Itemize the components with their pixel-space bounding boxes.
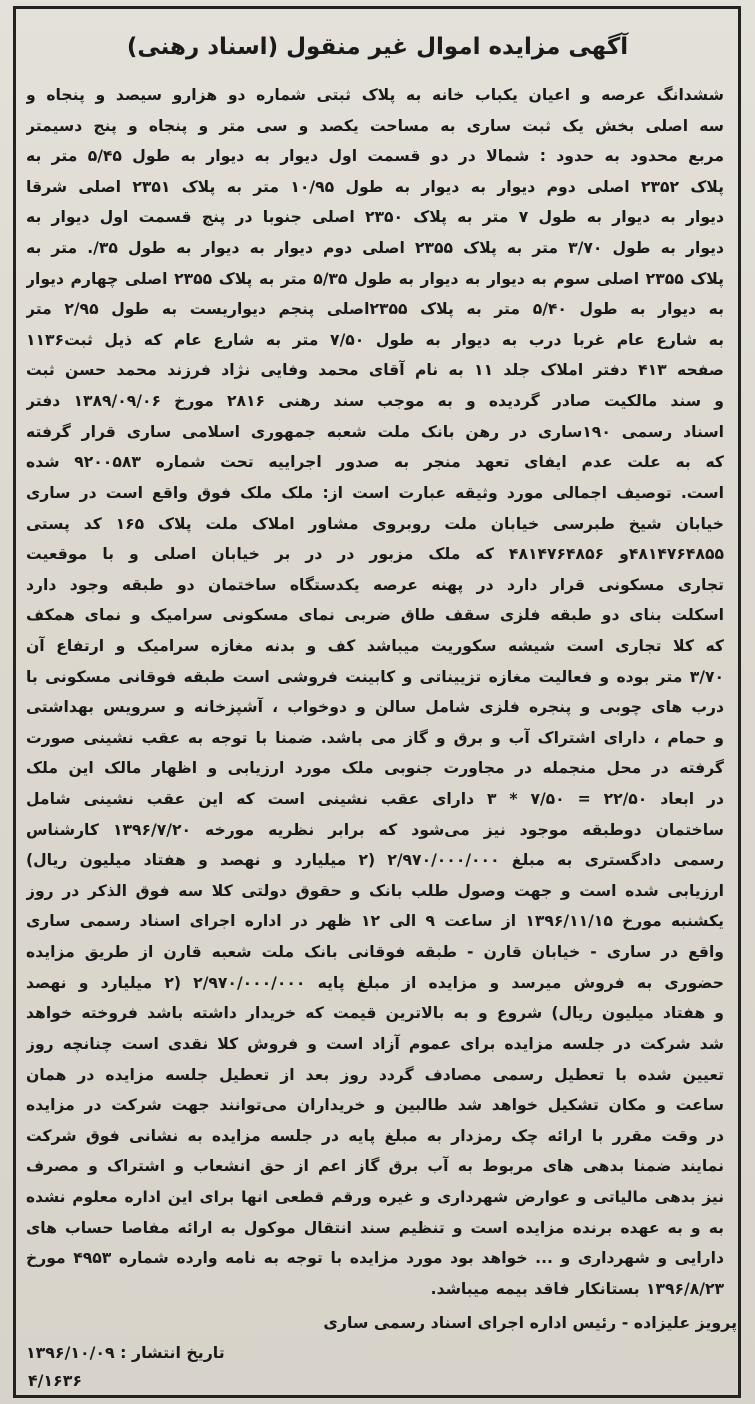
notice-line: و هفتاد میلیون ریال) شروع و به بالاترین قیمت که خریدار داشته باشد فروخته خواهد bbox=[26, 1004, 724, 1023]
notice-line: یکشنبه مورخ ۱۳۹۶/۱۱/۱۵ از ساعت ۹ الی ۱۲ ظهر در اداره اجرای اسناد رسمی ساری bbox=[26, 912, 724, 931]
notice-line: ۴۸۱۴۷۶۴۸۵۵و ۴۸۱۴۷۶۴۸۵۶ که ملک مزبور در در بر خیابان اصلی و با موقعیت bbox=[26, 545, 724, 564]
notice-body bbox=[26, 80, 724, 1304]
notice-line: ۳/۷۰ متر بوده و فعالیت مغازه تزییناتی و کابینت فروشی است طبقه فوقانی مسکونی با bbox=[26, 667, 724, 686]
notice-line: مربع محدود به حدود : شمالا در دو قسمت اول دیوار به دیوار به طول ۵/۴۵ متر به bbox=[26, 147, 724, 166]
notice-line: در وقت مقرر با ارائه چک رمزدار به مبلغ پایه در جلسه مزایده به نشانی فوق شرکت bbox=[26, 1126, 724, 1145]
notice-line: تجاری مسکونی قرار دارد در پهنه عرصه یکدستگاه ساختمان دو طبقه وجود دارد bbox=[26, 575, 724, 594]
notice-line: ساختمان دوطبقه موجود نیز می‌شود که برابر نظریه مورخه ۱۳۹۶/۷/۲۰ کارشناس bbox=[26, 820, 724, 839]
notice-line: گرفته در محل منجمله در مجاورت جنوبی ملک مورد ارزیابی و اظهار مالک این ملک bbox=[26, 759, 724, 778]
notice-code: ۴/۱۶۳۶ bbox=[28, 1371, 82, 1390]
notice-line: دارایی و شهرداری و ... خواهد بود مورد مزایده با توجه به نامه وارده شماره ۴۹۵۳ مورخ bbox=[26, 1249, 724, 1268]
notice-line: تعیین شده با تعطیل رسمی مصادف گردد روز بعد از تعطیل جلسه مزایده در همان bbox=[26, 1065, 724, 1084]
notice-line: ارزیابی شده است و جهت وصول طلب بانک و حقوق دولتی کلا سه فوق الذکر در روز bbox=[26, 881, 724, 900]
notice-line: پلاک ۲۳۵۲ اصلی دوم دیوار به دیوار به طول ۱۰/۹۵ متر به پلاک ۲۳۵۱ اصلی شرقا bbox=[26, 177, 724, 196]
notice-line: ۱۳۹۶/۸/۲۳ بستانکار فاقد بیمه میباشد. bbox=[430, 1279, 724, 1298]
notice-line: اسکلت بنای دو طبقه فلزی سقف طاق ضربی نمای مسکونی سرامیک و نمای همکف bbox=[26, 606, 724, 625]
notice-line: پلاک ۲۳۵۵ اصلی سوم به دیوار به دیوار به طول ۵/۳۵ متر به پلاک ۲۳۵۵ اصلی چهارم دیوار bbox=[26, 269, 724, 288]
notice-line: صفحه ۴۱۳ دفتر املاک جلد ۱۱ به نام آقای محمد وفایی نژاد فرزند محمد حسن ثبت bbox=[26, 361, 724, 380]
notice-line: به دیوار به طول ۵/۴۰ متر به پلاک ۲۳۵۵اصلی پنجم دیواریست به طول ۲/۹۵ متر bbox=[26, 300, 724, 319]
notice-line: که کلا تجاری است شیشه سکوریت میباشد کف و بدنه مغازه سرامیک و ارتفاع آن bbox=[26, 636, 724, 655]
notice-line: و حمام ، دارای اشتراک آب و برق و گاز می باشد. ضمنا با توجه به عقب نشینی صورت bbox=[26, 728, 724, 747]
notice-line: در ابعاد ۲۲/۵۰ = ۷/۵۰ * ۳ دارای عقب نشینی است که این عقب نشینی شامل bbox=[26, 790, 724, 809]
signature: پرویز علیزاده - رئیس اداره اجرای اسناد رسمی ساری bbox=[323, 1313, 737, 1332]
notice-line: اسناد رسمی ۱۹۰ساری در رهن بانک ملت شعبه جمهوری اسلامی ساری قرار گرفته bbox=[26, 422, 724, 441]
publish-date: تاریخ انتشار : ۱۳۹۶/۱۰/۰۹ bbox=[26, 1343, 225, 1362]
notice-line: شد شرکت در جلسه مزایده برای عموم آزاد است و فروش کلا نقدی است چنانچه روز bbox=[26, 1034, 724, 1053]
notice-line: حضوری به فروش میرسد و مزایده از مبلغ پایه ۲/۹۷۰/۰۰۰/۰۰۰ (۲ میلیارد و نهصد bbox=[26, 973, 724, 992]
notice-line: درب های چوبی و پنجره فلزی شامل سالن و دوخواب ، آشپزخانه و سرویس بهداشتی bbox=[26, 698, 724, 717]
notice-line: ششدانگ عرصه و اعیان یکباب خانه به پلاک ثبتی شماره دو هزارو سیصد و پنجاه و bbox=[26, 86, 724, 104]
notice-line: به و به عهده برنده مزایده است و تنظیم سند انتقال موکول به ارائه مفاصا حساب های bbox=[26, 1218, 724, 1237]
notice-line: ساعت و مکان تشکیل خواهد شد طالبین و خریداران می‌توانند جهت شرکت در مزایده bbox=[26, 1096, 724, 1115]
notice-line: واقع در ساری - خیابان قارن - طبقه فوقانی بانک ملت شعبه قارن از طریق مزایده bbox=[26, 943, 724, 962]
notice-line: نیز بدهی مالیاتی و عوارض شهرداری و غیره ورقم قطعی انها برای این اداره معلوم نشده bbox=[26, 1187, 724, 1206]
notice-line: دیوار به طول ۳/۷۰ متر به پلاک ۲۳۵۵ اصلی دوم دیوار به دیوار به طول ۳۵/. متر به bbox=[26, 239, 724, 258]
notice-line: خیابان شیخ طبرسی خیابان ملت روبروی مشاور املاک ملت پلاک ۱۶۵ کد پستی bbox=[26, 514, 724, 533]
notice-line: سه اصلی بخش یک ثبت ساری به مساحت یکصد و سی متر و پنجاه و پنج دسیمتر bbox=[26, 116, 724, 135]
notice-line: است. توصیف اجمالی مورد وثیقه عبارت است از: ملک ملک فوق واقع است در ساری bbox=[26, 483, 724, 502]
notice-line: نمایند ضمنا بدهی های مربوط به آب برق گاز اعم از حق انشعاب و اشتراک و مصرف bbox=[26, 1157, 724, 1176]
notice-title: آگهی مزایده اموال غیر منقول (اسناد رهنی) bbox=[126, 34, 629, 60]
notice-line: به شارع عام غربا درب به دیوار به طول ۷/۵۰ متر به شارع عام که ذیل ثبت۱۱۳۶ bbox=[26, 330, 724, 349]
notice-line: دیوار به دیوار به طول ۷ متر به پلاک ۲۳۵۰ اصلی جنوبا در پنج قسمت اول دیوار به bbox=[26, 208, 724, 227]
notice-line: رسمی دادگستری به مبلغ ۲/۹۷۰/۰۰۰/۰۰۰ (۲ میلیارد و نهصد و هفتاد میلیون ریال) bbox=[26, 851, 724, 870]
notice-line: که به علت عدم ایفای تعهد منجر به صدور اجراییه تحت شماره ۹۲۰۰۵۸۳ شده bbox=[26, 453, 724, 472]
notice-line: و سند مالکیت صادر گردیده و به موجب سند رهنی ۲۸۱۶ مورخ ۱۳۸۹/۰۹/۰۶ دفتر bbox=[26, 392, 724, 411]
